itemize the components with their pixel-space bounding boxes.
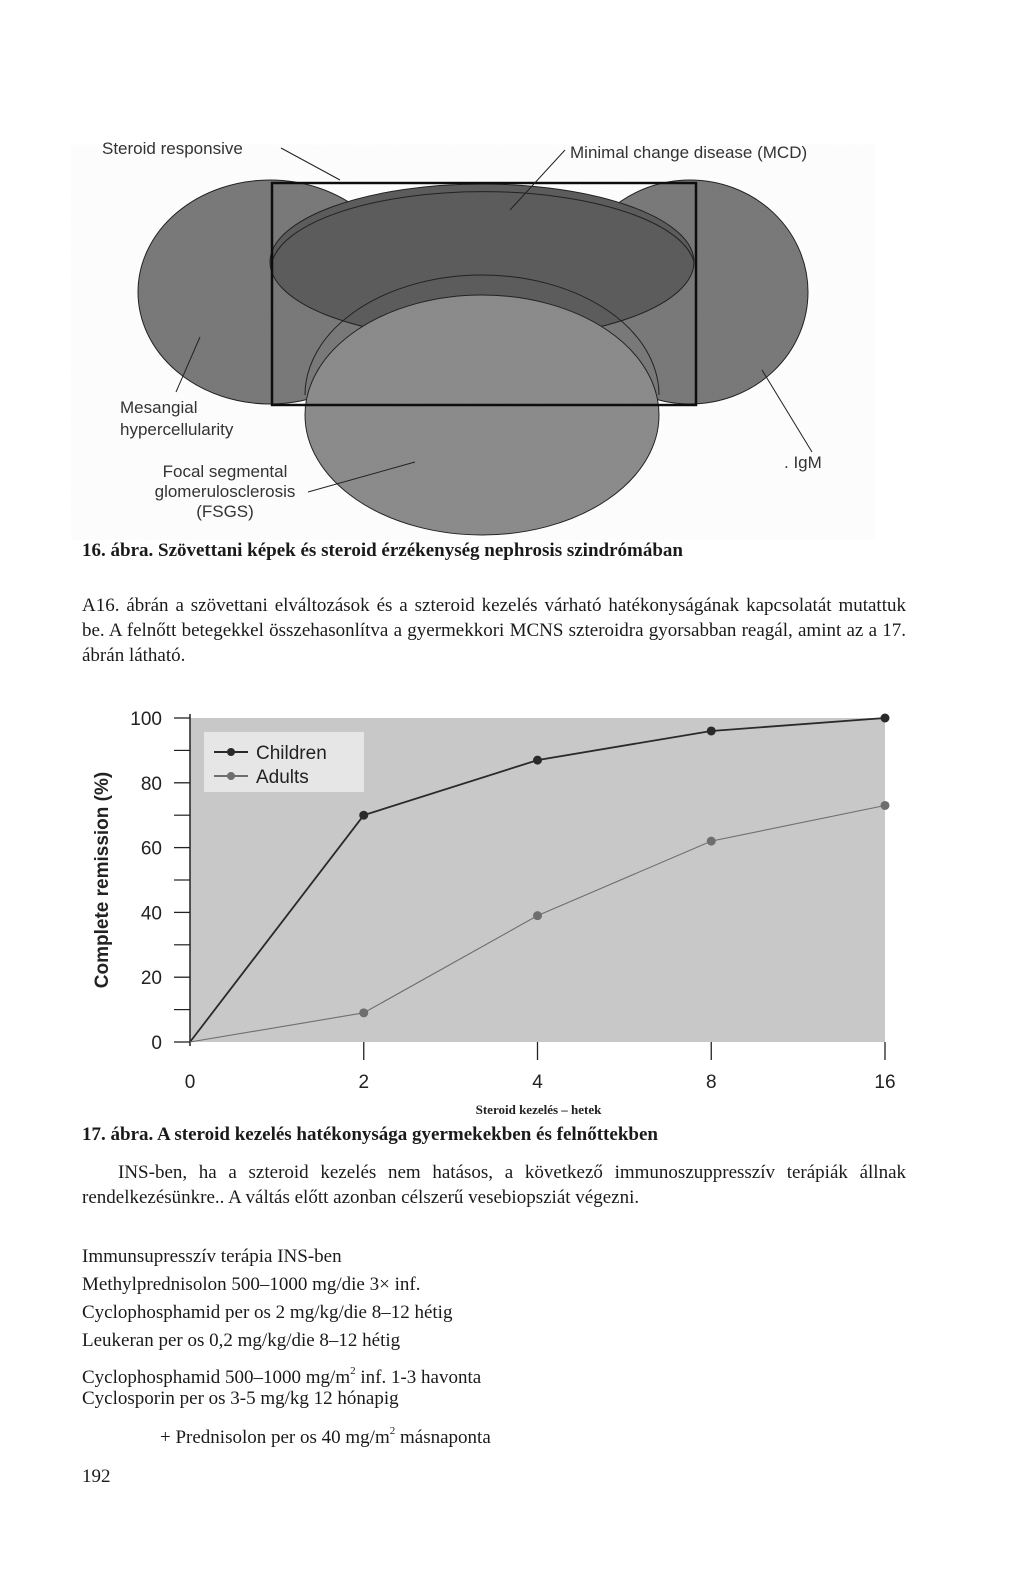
legend-label: Children (256, 743, 327, 764)
therapy-item: Cyclophosphamid 500–1000 $mg/m^2$ inf. 1-3 havonta (82, 1365, 482, 1388)
label-steroid-responsive: Steroid responsive (102, 139, 243, 158)
y-tick-label: 80 (140, 773, 162, 795)
data-point-children (881, 714, 890, 723)
therapy-item: + Prednisolon per os 40 $mg/m^2$ másnaponta (160, 1425, 491, 1448)
data-point-adults (881, 801, 890, 810)
x-axis-label: Steroid kezelés – hetek (475, 1102, 602, 1117)
label-igm: . IgM (784, 453, 822, 472)
legend-marker (227, 748, 235, 756)
x-tick-label: 16 (874, 1072, 896, 1093)
data-point-children (359, 811, 368, 820)
label-fsgs: Focal segmental glomerulosclerosis (FSGS) (154, 462, 296, 521)
therapy-item: Cyclosporin per os 3-5 mg/kg 12 hónapig (82, 1388, 399, 1409)
fsgs-ellipse (305, 295, 659, 535)
figure17-caption: 17. ábra. A steroid kezelés hatékonysága gyermekekben és felnőttekben (82, 1124, 658, 1145)
therapy-item: Cyclophosphamid per os 2 mg/kg/die 8–12 hétig (82, 1302, 453, 1323)
therapy-title: Immunsupresszív terápia INS-ben (82, 1246, 342, 1267)
x-tick-label: 0 (184, 1072, 196, 1093)
legend-label: Adults (256, 767, 309, 788)
x-tick-label: 4 (532, 1072, 543, 1093)
legend-marker (227, 772, 235, 780)
paragraph-1: A16. ábrán a szövettani elváltozások és a szteroid kezelés várható hatékonyságának kapcsolatát mutattuk be. A felnőtt betegekkel összehasonlítva a gyermekkori MCNS szteroidra gyorsabban reagál, amint az a 17. ábrán látható. (82, 595, 906, 666)
therapy-item: Methylprednisolon 500–1000 mg/die 3× inf. (82, 1274, 421, 1295)
data-point-children (707, 726, 716, 735)
y-tick-label: 20 (140, 968, 162, 990)
label-mcd: Minimal change disease (MCD) (570, 143, 808, 162)
y-tick-label: 40 (140, 903, 162, 925)
remission-chart (0, 690, 1024, 1120)
x-tick-label: 2 (358, 1072, 370, 1093)
y-tick-label: 60 (140, 838, 162, 860)
label-mesangial: Mesangial hypercellularity (120, 398, 234, 439)
venn-diagram (0, 0, 1024, 540)
x-tick-label: 8 (705, 1072, 717, 1093)
page-number: 192 (82, 1466, 111, 1487)
therapy-item: Leukeran per os 0,2 mg/kg/die 8–12 hétig (82, 1330, 401, 1351)
y-axis-label: Complete remission (%) (92, 771, 113, 989)
figure16-caption: 16. ábra. Szövettani képek és steroid érzékenység nephrosis szindrómában (82, 540, 683, 561)
data-point-children (533, 756, 542, 765)
y-tick-label: 0 (151, 1033, 162, 1054)
data-point-adults (359, 1008, 368, 1017)
y-tick-label: 100 (130, 709, 162, 730)
data-point-adults (533, 911, 542, 920)
paragraph-2: INS-ben, ha a szteroid kezelés nem hatásos, a következő immunoszuppresszív terápiák állnak rendelkezésünkre.. A váltás előtt azonban célszerű vesebiopsziát végezni. (82, 1162, 906, 1208)
data-point-adults (707, 837, 716, 846)
